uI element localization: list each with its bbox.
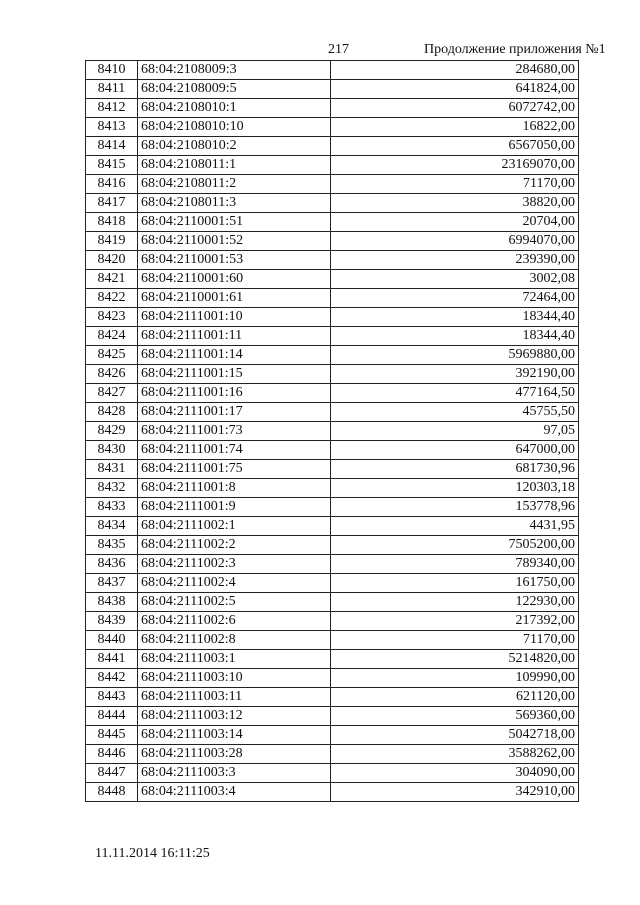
table-row (86, 118, 579, 137)
cadastral-number-cell: 68:04:2108010:2 (138, 137, 331, 156)
row-number-cell: 8421 (86, 270, 138, 289)
cadastral-value-cell: 217392,00 (331, 612, 579, 631)
cadastral-number-cell: 68:04:2111001:74 (138, 441, 331, 460)
cadastral-value-cell: 109990,00 (331, 669, 579, 688)
row-number-cell: 8418 (86, 213, 138, 232)
cadastral-number-cell: 68:04:2111003:12 (138, 707, 331, 726)
cadastral-number-cell: 68:04:2111001:9 (138, 498, 331, 517)
table-row (86, 175, 579, 194)
row-number-cell: 8439 (86, 612, 138, 631)
table-row (86, 270, 579, 289)
cadastral-number-cell: 68:04:2110001:52 (138, 232, 331, 251)
row-number-cell: 8441 (86, 650, 138, 669)
table-row (86, 384, 579, 403)
cadastral-number-cell: 68:04:2111002:5 (138, 593, 331, 612)
table-row (86, 745, 579, 764)
row-number-cell: 8432 (86, 479, 138, 498)
table-row (86, 631, 579, 650)
table-row (86, 460, 579, 479)
cadastral-value-cell: 45755,50 (331, 403, 579, 422)
cadastral-value-cell: 5969880,00 (331, 346, 579, 365)
table-row (86, 688, 579, 707)
cadastral-number-cell: 68:04:2111002:4 (138, 574, 331, 593)
cadastral-number-cell: 68:04:2111002:8 (138, 631, 331, 650)
row-number-cell: 8446 (86, 745, 138, 764)
table-row (86, 574, 579, 593)
cadastral-value-cell: 161750,00 (331, 574, 579, 593)
cadastral-value-cell: 6072742,00 (331, 99, 579, 118)
table-row (86, 536, 579, 555)
table-row (86, 726, 579, 745)
continuation-label: Продолжение приложения №1 (424, 42, 606, 57)
cadastral-number-cell: 68:04:2110001:60 (138, 270, 331, 289)
row-number-cell: 8425 (86, 346, 138, 365)
row-number-cell: 8445 (86, 726, 138, 745)
cadastral-value-cell: 71170,00 (331, 175, 579, 194)
cadastral-value-cell: 18344,40 (331, 327, 579, 346)
cadastral-number-cell: 68:04:2111003:3 (138, 764, 331, 783)
row-number-cell: 8448 (86, 783, 138, 802)
table-row (86, 156, 579, 175)
table-row (86, 61, 579, 80)
row-number-cell: 8434 (86, 517, 138, 536)
cadastral-number-cell: 68:04:2111003:14 (138, 726, 331, 745)
footer-timestamp: 11.11.2014 16:11:25 (95, 846, 210, 861)
cadastral-value-cell: 122930,00 (331, 593, 579, 612)
table-row (86, 327, 579, 346)
table-row (86, 194, 579, 213)
table-row (86, 555, 579, 574)
table-row (86, 289, 579, 308)
row-number-cell: 8442 (86, 669, 138, 688)
page-number: 217 (328, 42, 349, 57)
table-row (86, 346, 579, 365)
cadastral-value-cell: 72464,00 (331, 289, 579, 308)
cadastral-number-cell: 68:04:2111003:4 (138, 783, 331, 802)
row-number-cell: 8414 (86, 137, 138, 156)
cadastral-number-cell: 68:04:2108009:3 (138, 61, 331, 80)
cadastral-value-cell: 6994070,00 (331, 232, 579, 251)
row-number-cell: 8413 (86, 118, 138, 137)
cadastral-value-cell: 3002,08 (331, 270, 579, 289)
row-number-cell: 8415 (86, 156, 138, 175)
cadastral-value-cell: 789340,00 (331, 555, 579, 574)
cadastral-value-cell: 284680,00 (331, 61, 579, 80)
cadastral-value-cell: 20704,00 (331, 213, 579, 232)
row-number-cell: 8422 (86, 289, 138, 308)
row-number-cell: 8440 (86, 631, 138, 650)
table-row (86, 479, 579, 498)
row-number-cell: 8437 (86, 574, 138, 593)
cadastral-number-cell: 68:04:2111001:11 (138, 327, 331, 346)
table-row (86, 707, 579, 726)
cadastral-number-cell: 68:04:2108010:1 (138, 99, 331, 118)
table-row (86, 593, 579, 612)
row-number-cell: 8427 (86, 384, 138, 403)
cadastral-number-cell: 68:04:2111003:11 (138, 688, 331, 707)
table-row (86, 783, 579, 802)
row-number-cell: 8435 (86, 536, 138, 555)
row-number-cell: 8438 (86, 593, 138, 612)
row-number-cell: 8411 (86, 80, 138, 99)
row-number-cell: 8447 (86, 764, 138, 783)
table-row (86, 251, 579, 270)
cadastral-number-cell: 68:04:2111002:1 (138, 517, 331, 536)
cadastral-value-cell: 239390,00 (331, 251, 579, 270)
row-number-cell: 8436 (86, 555, 138, 574)
cadastral-value-cell: 621120,00 (331, 688, 579, 707)
row-number-cell: 8419 (86, 232, 138, 251)
cadastral-value-cell: 5214820,00 (331, 650, 579, 669)
row-number-cell: 8412 (86, 99, 138, 118)
cadastral-value-cell: 97,05 (331, 422, 579, 441)
table-row (86, 517, 579, 536)
table-row (86, 80, 579, 99)
cadastral-value-cell: 4431,95 (331, 517, 579, 536)
table-row (86, 213, 579, 232)
cadastral-value-table (85, 60, 579, 802)
cadastral-number-cell: 68:04:2111001:73 (138, 422, 331, 441)
table-row (86, 308, 579, 327)
cadastral-value-cell: 392190,00 (331, 365, 579, 384)
cadastral-number-cell: 68:04:2111001:10 (138, 308, 331, 327)
table-row (86, 99, 579, 118)
cadastral-value-cell: 647000,00 (331, 441, 579, 460)
cadastral-number-cell: 68:04:2111003:28 (138, 745, 331, 764)
cadastral-value-cell: 3588262,00 (331, 745, 579, 764)
cadastral-number-cell: 68:04:2111001:16 (138, 384, 331, 403)
cadastral-number-cell: 68:04:2111002:3 (138, 555, 331, 574)
cadastral-value-cell: 5042718,00 (331, 726, 579, 745)
cadastral-value-cell: 304090,00 (331, 764, 579, 783)
table-row (86, 232, 579, 251)
row-number-cell: 8416 (86, 175, 138, 194)
cadastral-value-cell: 23169070,00 (331, 156, 579, 175)
cadastral-number-cell: 68:04:2108011:3 (138, 194, 331, 213)
cadastral-number-cell: 68:04:2111003:1 (138, 650, 331, 669)
row-number-cell: 8420 (86, 251, 138, 270)
table-row (86, 650, 579, 669)
cadastral-number-cell: 68:04:2111001:15 (138, 365, 331, 384)
cadastral-value-cell: 18344,40 (331, 308, 579, 327)
cadastral-number-cell: 68:04:2110001:53 (138, 251, 331, 270)
table-row (86, 403, 579, 422)
cadastral-value-cell: 6567050,00 (331, 137, 579, 156)
cadastral-value-cell: 569360,00 (331, 707, 579, 726)
table-body (86, 61, 579, 802)
cadastral-value-cell: 120303,18 (331, 479, 579, 498)
cadastral-value-cell: 7505200,00 (331, 536, 579, 555)
table-row (86, 365, 579, 384)
cadastral-value-cell: 641824,00 (331, 80, 579, 99)
cadastral-value-cell: 342910,00 (331, 783, 579, 802)
cadastral-number-cell: 68:04:2108010:10 (138, 118, 331, 137)
table-row (86, 441, 579, 460)
table-row (86, 764, 579, 783)
row-number-cell: 8417 (86, 194, 138, 213)
cadastral-number-cell: 68:04:2111001:17 (138, 403, 331, 422)
table-row (86, 498, 579, 517)
row-number-cell: 8443 (86, 688, 138, 707)
cadastral-number-cell: 68:04:2111003:10 (138, 669, 331, 688)
cadastral-value-cell: 71170,00 (331, 631, 579, 650)
cadastral-number-cell: 68:04:2111002:6 (138, 612, 331, 631)
row-number-cell: 8444 (86, 707, 138, 726)
cadastral-number-cell: 68:04:2110001:51 (138, 213, 331, 232)
cadastral-value-cell: 681730,96 (331, 460, 579, 479)
cadastral-value-cell: 477164,50 (331, 384, 579, 403)
cadastral-number-cell: 68:04:2108009:5 (138, 80, 331, 99)
cadastral-value-cell: 38820,00 (331, 194, 579, 213)
table-row (86, 422, 579, 441)
cadastral-number-cell: 68:04:2108011:1 (138, 156, 331, 175)
row-number-cell: 8433 (86, 498, 138, 517)
cadastral-number-cell: 68:04:2111001:75 (138, 460, 331, 479)
table-row (86, 137, 579, 156)
row-number-cell: 8410 (86, 61, 138, 80)
cadastral-number-cell: 68:04:2108011:2 (138, 175, 331, 194)
row-number-cell: 8428 (86, 403, 138, 422)
row-number-cell: 8424 (86, 327, 138, 346)
cadastral-value-cell: 153778,96 (331, 498, 579, 517)
row-number-cell: 8426 (86, 365, 138, 384)
row-number-cell: 8430 (86, 441, 138, 460)
cadastral-number-cell: 68:04:2110001:61 (138, 289, 331, 308)
row-number-cell: 8429 (86, 422, 138, 441)
cadastral-value-cell: 16822,00 (331, 118, 579, 137)
row-number-cell: 8423 (86, 308, 138, 327)
table-row (86, 612, 579, 631)
cadastral-number-cell: 68:04:2111002:2 (138, 536, 331, 555)
cadastral-number-cell: 68:04:2111001:14 (138, 346, 331, 365)
cadastral-number-cell: 68:04:2111001:8 (138, 479, 331, 498)
row-number-cell: 8431 (86, 460, 138, 479)
table-row (86, 669, 579, 688)
